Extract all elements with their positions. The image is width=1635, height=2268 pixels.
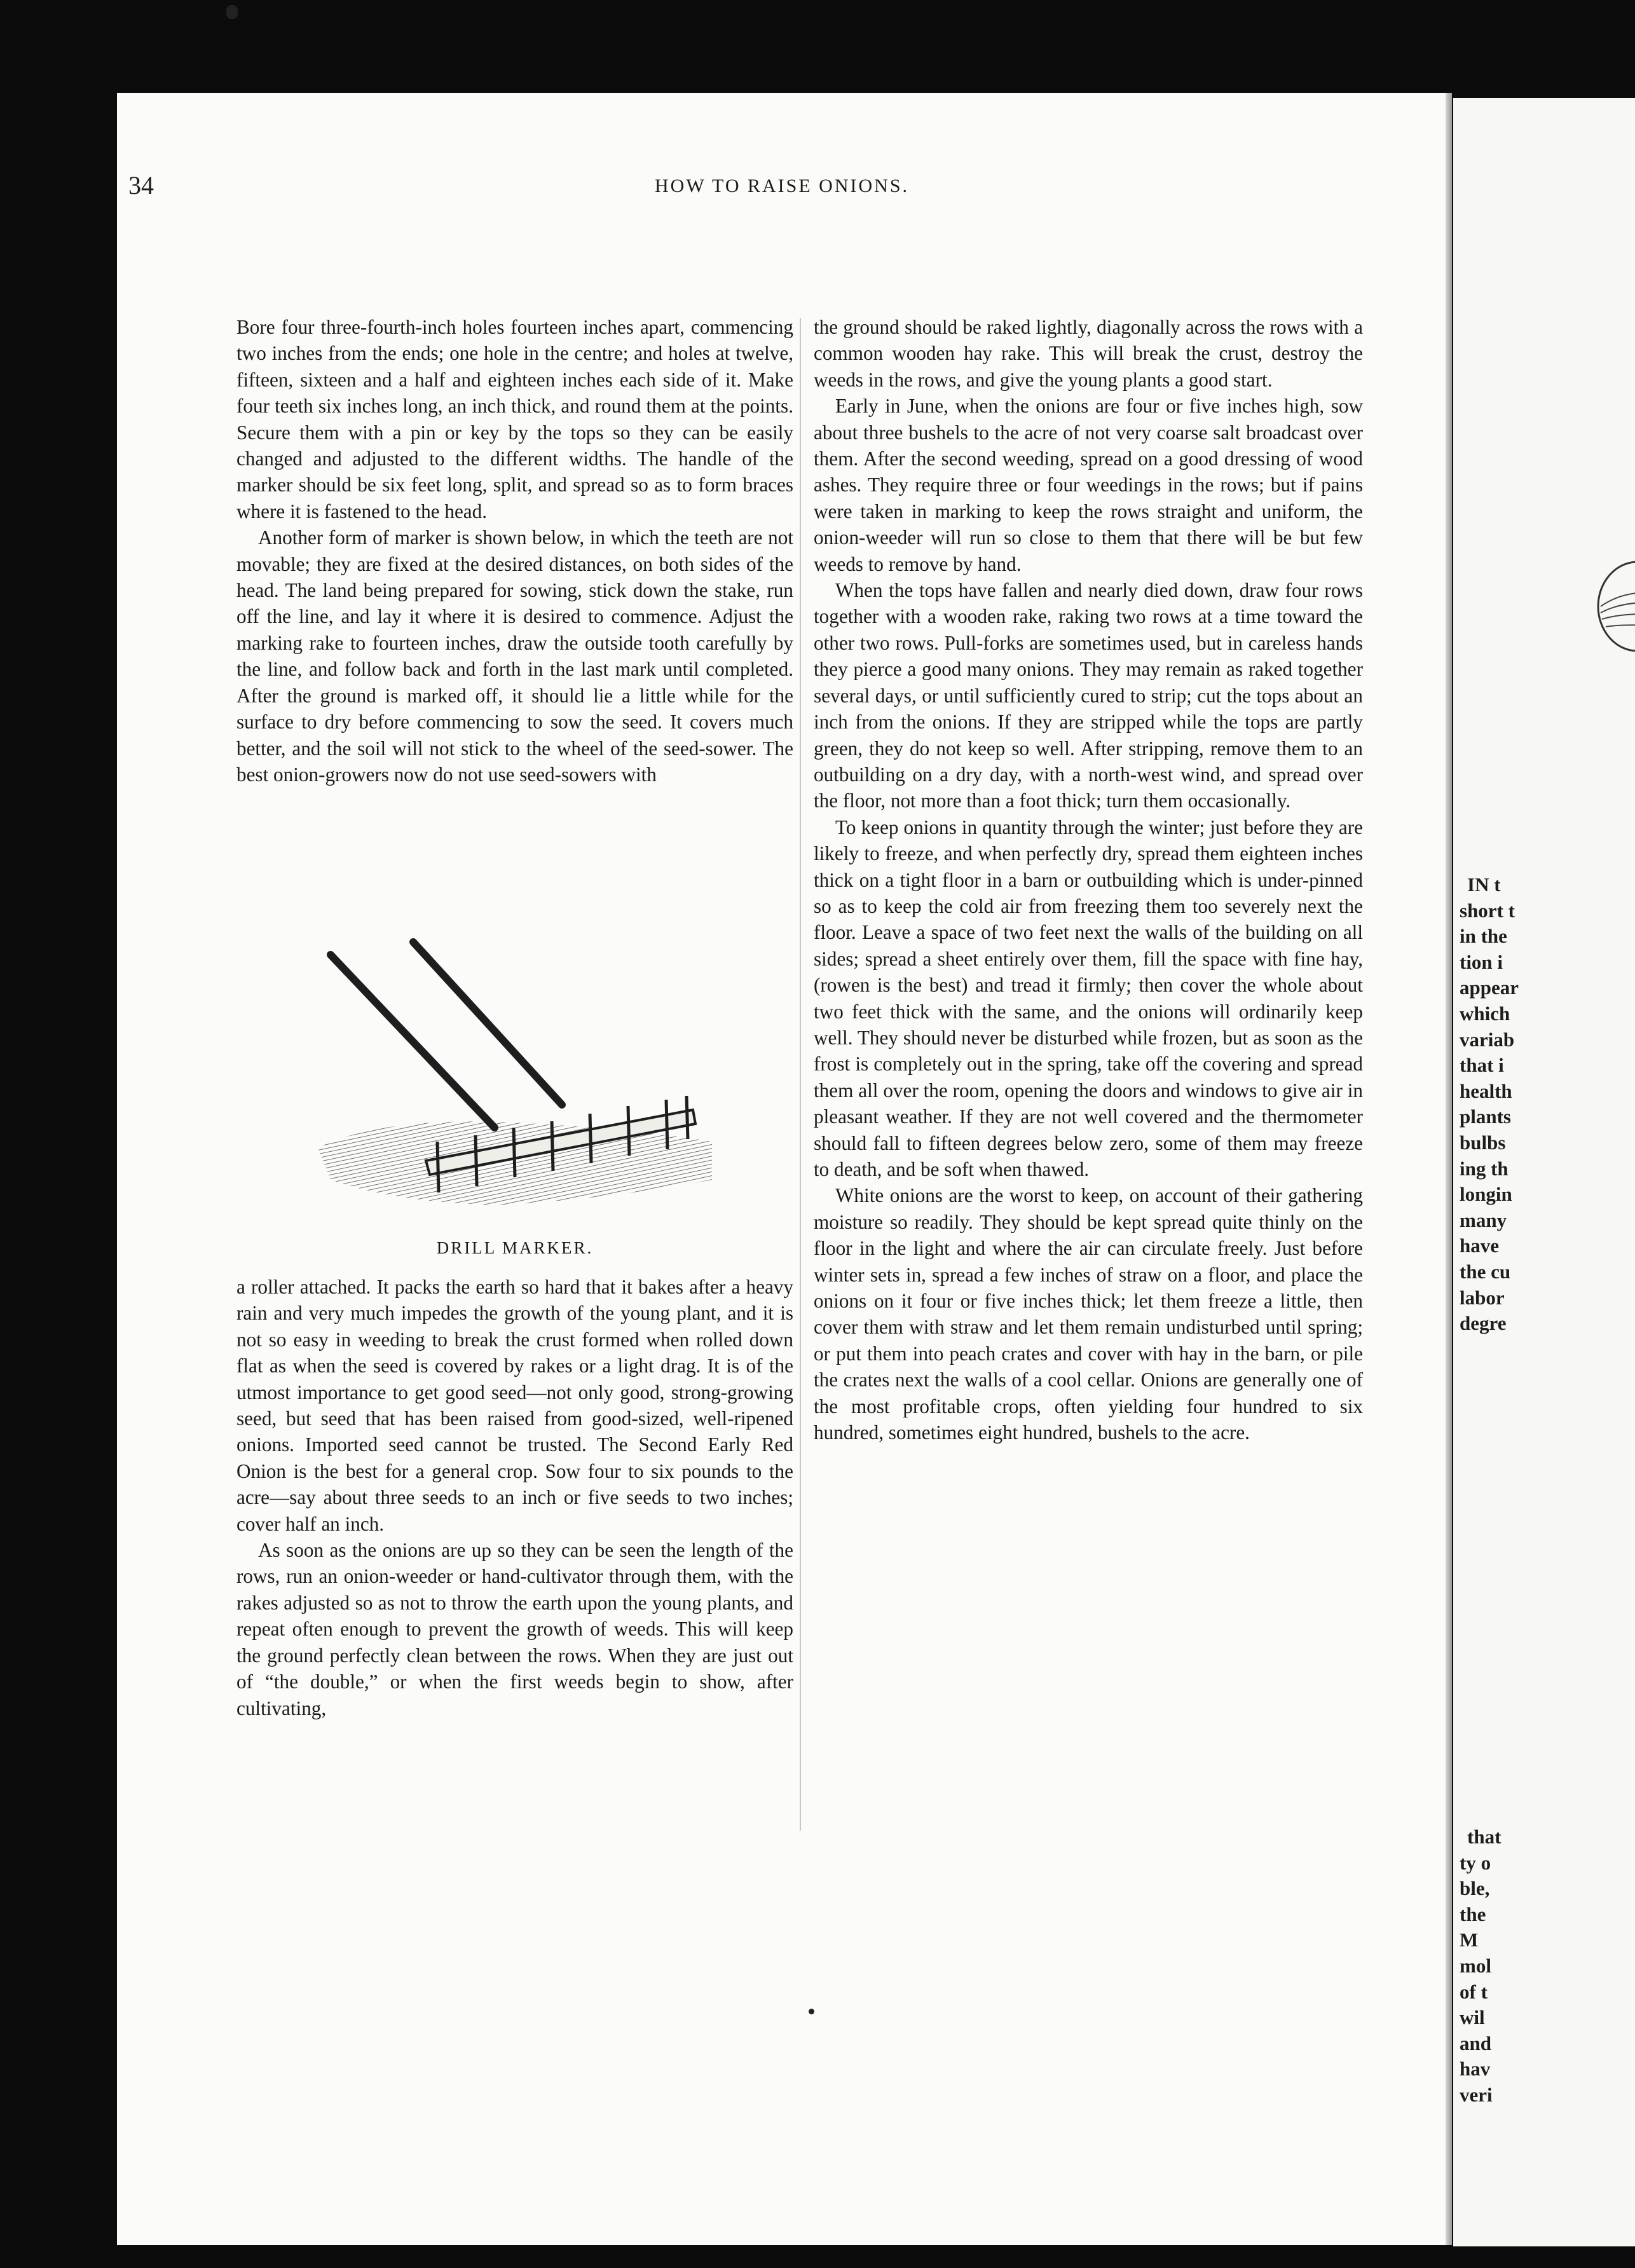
paragraph: Another form of marker is shown below, in which the teeth are not movable; they are fixed at the desired distances, on both sides of the head. The land being prepared for sowing, stick down the stake, run off the line, and lay it where it is desired to commence. Adjust the marking rake to fourteen inches, draw the outside tooth carefully by the line, and follow back and forth in the last mark until completed. After the ground is marked off, it should lie a little while for the surface to dry before commencing to sow the seed. It covers much better, and the soil will not stick to the wheel of the seed-sower. The best onion-growers now do not use seed-sowers with bbox=[236, 526, 793, 786]
paragraph: As soon as the onions are up so they can be seen the length of the rows, run an onion-weeder or hand-cultivator through them, with the rakes adjusted so as not to throw the earth upon the young plants, and repeat often enough to prevent the growth of weeds. This will keep the ground perfectly clean between the rows. When they are just out of “the double,” or when the first weeds begin to show, after cultivating, bbox=[236, 1539, 793, 1719]
paragraph: Early in June, when the onions are four or five inches high, sow about three bushels to the acre of not very coarse salt broadcast over them. After the second weeding, spread on a good dressing of wood ashes. They require three or four weedings in the rows; but if pains were taken in marking to keep the rows straight and uniform, the onion-weeder will run so close to them that there will be but few weeds to remove by hand. bbox=[814, 395, 1363, 575]
left-column-top bbox=[236, 314, 793, 788]
facing-page-line: degre bbox=[1460, 1312, 1507, 1335]
facing-page-line: wil bbox=[1460, 2006, 1485, 2029]
facing-page-line: variab bbox=[1460, 1028, 1515, 1051]
facing-page-fragment bbox=[1453, 98, 1635, 2246]
facing-page-line: M bbox=[1460, 1929, 1479, 1951]
facing-page-line: that bbox=[1467, 1826, 1502, 1848]
scan-speck bbox=[226, 5, 238, 19]
drill-marker-illustration bbox=[305, 938, 725, 1231]
balloon-illustration-fragment bbox=[1593, 556, 1635, 657]
paragraph: To keep onions in quantity through the winter; just before they are likely to freeze, and when perfectly dry, spread them eighteen inches thick on a tight floor in a barn or outbuilding which is under-pinned so as to keep the cold air from freezing them too severely next the floor. Leave a space of two feet next the walls of the building on all sides; spread a sheet entirely over them, fill the space with fine hay, (rowen is the best) and tread it firmly; then cover the whole about two feet thick with the same, and the onions will ordinarily keep well. They should never be disturbed while frozen, but as soon as the frost is completely out in the spring, take off the covering and spread them all over the room, opening the doors and windows to give air in pleasant weather. If they are not well covered and the thermometer should fall to fifteen degrees below zero, some of them may freeze to death, and be soft when thawed. bbox=[814, 816, 1363, 1180]
facing-page-line: labor bbox=[1460, 1286, 1505, 1309]
facing-page-line: hav bbox=[1460, 2058, 1491, 2080]
facing-page-line: longin bbox=[1460, 1183, 1512, 1206]
right-column bbox=[814, 314, 1363, 1445]
facing-page-line: ble, bbox=[1460, 1877, 1490, 1900]
facing-page-line: IN t bbox=[1467, 873, 1501, 896]
facing-page-line: veri bbox=[1460, 2084, 1493, 2106]
scan-speck bbox=[809, 2009, 814, 2014]
page-fold-shadow bbox=[1446, 93, 1452, 2245]
facing-page-line: the bbox=[1460, 1903, 1486, 1925]
facing-page-line: health bbox=[1460, 1079, 1512, 1102]
facing-page-line: have bbox=[1460, 1234, 1499, 1257]
paragraph: the ground should be raked lightly, diagonally across the rows with a common wooden hay rake. This will break the crust, destroy the weeds in the rows, and give the young plants a good start. bbox=[814, 316, 1363, 391]
facing-page-line: bulbs bbox=[1460, 1131, 1506, 1154]
facing-page-line: in the bbox=[1460, 925, 1507, 948]
column-divider bbox=[800, 318, 801, 1831]
facing-page-line: that i bbox=[1460, 1054, 1504, 1077]
paragraph: White onions are the worst to keep, on account of their gathering moisture so readily. They should be kept spread quite thinly on the floor in the light and where the air can circulate freely. Just before winter sets in, spread a few inches of straw on a floor, and place the onions on it four or five inches thick; let them freeze a little, then cover them with straw and let them remain undisturbed until spring; or put them into peach crates and cover with hay in the barn, or pile the crates next the walls of a cool cellar. Onions are generally one of the most profitable crops, often yielding four hundred to six hundred, sometimes eight hundred, bushels to the acre. bbox=[814, 1184, 1363, 1444]
paragraph: Bore four three-fourth-inch holes fourteen inches apart, commencing two inches from the ends; one hole in the centre; and holes at twelve, fifteen, sixteen and a half and eighteen inches each side of it. Make four teeth six inches long, an inch thick, and round them at the points. Secure them with a pin or key by the tops so they can be easily changed and adjusted to the different widths. The handle of the marker should be six feet long, split, and spread so as to form braces where it is fastened to the head. bbox=[236, 316, 793, 523]
figure-caption: DRILL MARKER. bbox=[436, 1238, 594, 1257]
facing-page-line: mol bbox=[1460, 1955, 1491, 1977]
facing-page-line: ty o bbox=[1460, 1851, 1491, 1874]
facing-page-line: short t bbox=[1460, 899, 1515, 922]
facing-page-line: tion i bbox=[1460, 950, 1503, 973]
facing-page-line: and bbox=[1460, 2032, 1491, 2054]
facing-page-line: which bbox=[1460, 1002, 1510, 1025]
facing-page-line: ing th bbox=[1460, 1157, 1508, 1180]
left-column-bottom bbox=[236, 1274, 793, 1721]
paragraph: When the tops have fallen and nearly died down, draw four rows together with a wooden rake, raking two rows at a time toward the other two rows. Pull-forks are sometimes used, but in careless hands they pierce a good many onions. They may remain as raked together several days, or until sufficiently cured to strip; cut the tops about an inch from the onions. If they are stripped while the tops are partly green, they do not keep so well. After stripping, remove them to an outbuilding on a dry day, with a north-west wind, and spread over the floor, not more than a foot thick; turn them occasionally. bbox=[814, 579, 1363, 812]
facing-page-line: plants bbox=[1460, 1105, 1511, 1128]
facing-page-line: the cu bbox=[1460, 1260, 1511, 1283]
running-head: HOW TO RAISE ONIONS. bbox=[654, 175, 910, 196]
paragraph: a roller attached. It packs the earth so hard that it bakes after a heavy rain and very much impedes the growth of the young plant, and it is not so easy in weeding to break the crust formed when rolled down flat as when the seed is covered by rakes or a light drag. It is of the utmost importance to get good seed—not only good, strong-growing seed, but seed that has been raised from good-sized, well-ripened onions. Imported seed cannot be trusted. The Second Early Red Onion is the best for a general crop. Sow four to six pounds to the acre—say about three seeds to an inch or five seeds to two inches; cover half an inch. bbox=[236, 1276, 793, 1535]
facing-page-line: many bbox=[1460, 1208, 1507, 1231]
facing-page-line: of t bbox=[1460, 1980, 1488, 2003]
page-number: 34 bbox=[128, 171, 154, 200]
facing-page-line: appear bbox=[1460, 976, 1519, 999]
